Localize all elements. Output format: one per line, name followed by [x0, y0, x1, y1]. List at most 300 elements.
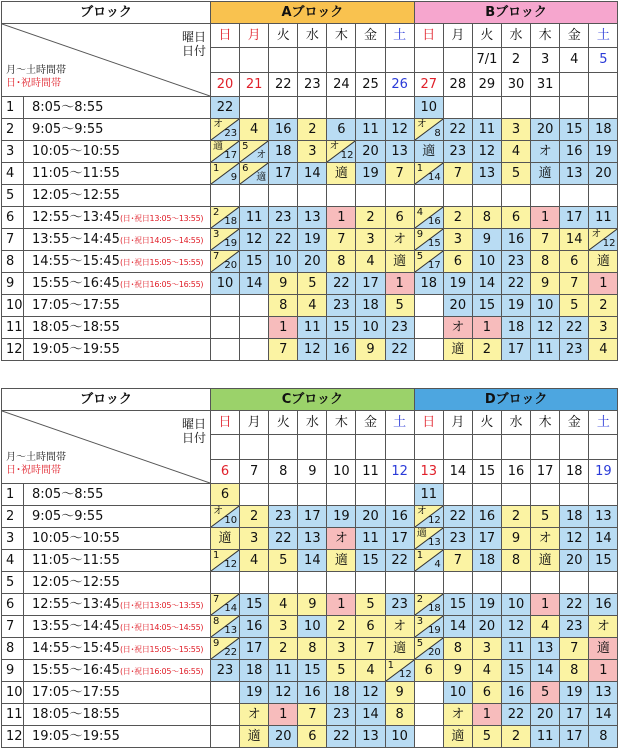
- schedule-cell: [211, 572, 240, 594]
- schedule-cell: 10: [385, 726, 414, 748]
- header-corner: [2, 411, 211, 484]
- schedule-cell: 5: [560, 295, 589, 317]
- split-upper: 1: [416, 163, 424, 174]
- date-top-cell: [356, 435, 385, 459]
- schedule-cell: [327, 185, 356, 207]
- split-upper: 適: [213, 141, 223, 152]
- schedule-cell: [327, 484, 356, 506]
- schedule-cell: [560, 97, 589, 119]
- schedule-cell: 19: [356, 163, 385, 185]
- date-cell: 28: [443, 72, 472, 96]
- schedule-cell: 1: [589, 273, 618, 295]
- period-number: 2: [2, 506, 24, 528]
- period-time-text: 11:05～11:55: [32, 553, 120, 568]
- period-row: [2, 251, 618, 273]
- period-time-text: 9:05～9:55: [32, 122, 104, 137]
- date-cell: [589, 72, 618, 96]
- split-lower: 20: [428, 647, 441, 658]
- schedule-cell: 5: [531, 506, 560, 528]
- period-number: 4: [2, 163, 24, 185]
- schedule-cell: 4: [531, 616, 560, 638]
- schedule-cell: 1: [472, 317, 501, 339]
- schedule-cell: 11: [531, 726, 560, 748]
- split-cell: [414, 163, 443, 185]
- date-top-cell: [443, 435, 472, 459]
- schedule-cell: [472, 185, 501, 207]
- period-number: 6: [2, 594, 24, 616]
- schedule-cell: [531, 97, 560, 119]
- period-number: 1: [2, 484, 24, 506]
- period-time: [24, 726, 211, 748]
- period-time-text: 15:55～16:45: [32, 276, 120, 291]
- schedule-cell: 23: [560, 339, 589, 361]
- schedule-cell: 8: [298, 638, 327, 660]
- schedule-cell: [414, 339, 443, 361]
- schedule-cell: 20: [531, 119, 560, 141]
- period-time-text: 14:55～15:45: [32, 254, 120, 269]
- period-row: [2, 506, 618, 528]
- schedule-cell: 1: [327, 594, 356, 616]
- period-time: [24, 704, 211, 726]
- schedule-cell: 9: [501, 528, 530, 550]
- split-cell: [211, 594, 240, 616]
- split-upper: 1: [387, 660, 394, 671]
- date-top-cell: [211, 435, 240, 459]
- schedule-cell: 14: [589, 528, 618, 550]
- date-cell: 19: [589, 459, 618, 483]
- split-upper: 9: [416, 229, 424, 240]
- period-row: [2, 638, 618, 660]
- period-row: [2, 550, 618, 572]
- schedule-cell: [443, 97, 472, 119]
- date-top-cell: 5: [589, 48, 618, 72]
- schedule-cell: [414, 572, 443, 594]
- schedule-cell: 7: [385, 163, 414, 185]
- schedule-cell: 10: [298, 616, 327, 638]
- weekday-hours-label: 月～土時間帯: [6, 452, 66, 463]
- schedule-cell: [269, 97, 298, 119]
- schedule-cell: 4: [269, 594, 298, 616]
- schedule-cell: [211, 295, 240, 317]
- schedule-cell: 15: [472, 295, 501, 317]
- schedule-cell: 4: [356, 251, 385, 273]
- split-lower: 9: [230, 172, 238, 183]
- period-time: [24, 528, 211, 550]
- schedule-cell: 適: [589, 251, 618, 273]
- weekday-cell: 日: [414, 24, 443, 48]
- schedule-cell: 8: [327, 251, 356, 273]
- schedule-cell: 16: [589, 594, 618, 616]
- schedule-cell: [356, 97, 385, 119]
- period-time-text: 19:05～19:55: [32, 729, 120, 744]
- split-lower: 12: [340, 150, 354, 161]
- block-header: Cブロック: [211, 389, 415, 411]
- period-time: [24, 295, 211, 317]
- schedule-cell: [472, 97, 501, 119]
- split-lower: 19: [224, 238, 238, 249]
- schedule-cell: 16: [298, 682, 327, 704]
- schedule-cell: 10: [211, 273, 240, 295]
- period-row: [2, 317, 618, 339]
- date-cell: 14: [443, 459, 472, 483]
- schedule-cell: 6: [385, 207, 414, 229]
- schedule-cell: 7: [298, 704, 327, 726]
- schedule-cell: 6: [443, 251, 472, 273]
- block-header: Dブロック: [414, 389, 618, 411]
- schedule-cell: 22: [443, 119, 472, 141]
- period-number: 8: [2, 251, 24, 273]
- date-top-cell: [211, 48, 240, 72]
- date-cell: 7: [240, 459, 269, 483]
- schedule-cell: 15: [560, 119, 589, 141]
- period-time: [24, 207, 211, 229]
- schedule-cell: 9: [298, 594, 327, 616]
- period-time-text: 17:05～17:55: [32, 298, 120, 313]
- schedule-cell: 22: [269, 229, 298, 251]
- schedule-cell: 3: [356, 229, 385, 251]
- schedule-cell: 13: [589, 506, 618, 528]
- split-cell: [414, 616, 443, 638]
- split-upper: 2: [416, 594, 424, 605]
- split-upper: オ: [416, 506, 427, 517]
- schedule-cell: [443, 572, 472, 594]
- schedule-cell: 5: [356, 594, 385, 616]
- schedule-cell: 3: [269, 616, 298, 638]
- split-lower: 14: [428, 172, 441, 183]
- date-cell: 22: [269, 72, 298, 96]
- schedule-cell: 7: [443, 163, 472, 185]
- date-top-cell: [240, 48, 269, 72]
- schedule-cell: 8: [589, 726, 618, 748]
- date-cell: 21: [240, 72, 269, 96]
- weekday-cell: 火: [472, 411, 501, 435]
- split-cell: [414, 594, 443, 616]
- schedule-cell: [472, 572, 501, 594]
- schedule-cell: 4: [240, 550, 269, 572]
- split-cell: [414, 229, 443, 251]
- schedule-cell: 1: [385, 273, 414, 295]
- schedule-cell: 13: [560, 163, 589, 185]
- weekday-cell: 金: [356, 411, 385, 435]
- period-time: [24, 484, 211, 506]
- schedule-cell: 1: [531, 207, 560, 229]
- split-cell: [211, 251, 240, 273]
- schedule-cell: 15: [501, 660, 530, 682]
- schedule-cell: 13: [356, 726, 385, 748]
- period-time-text: 12:05～12:55: [32, 188, 120, 203]
- split-lower: 10: [224, 515, 238, 526]
- period-time: [24, 229, 211, 251]
- schedule-cell: 20: [531, 704, 560, 726]
- period-number: 11: [2, 317, 24, 339]
- schedule-cell: 20: [269, 726, 298, 748]
- schedule-cell: 13: [385, 141, 414, 163]
- schedule-cell: 6: [356, 616, 385, 638]
- date-cell: 9: [298, 459, 327, 483]
- period-time: [24, 550, 211, 572]
- schedule-cell: 10: [472, 251, 501, 273]
- date-cell: 6: [211, 459, 240, 483]
- schedule-cell: 20: [356, 141, 385, 163]
- period-time-text: 12:55～13:45: [32, 597, 120, 612]
- schedule-cell: 12: [269, 682, 298, 704]
- weekday-cell: 土: [589, 411, 618, 435]
- schedule-cell: 10: [269, 251, 298, 273]
- schedule-cell: [240, 295, 269, 317]
- split-cell: [211, 207, 240, 229]
- split-upper: 3: [416, 616, 424, 627]
- split-upper: 1: [213, 163, 220, 174]
- weekday-cell: 金: [560, 24, 589, 48]
- schedule-cell: 20: [472, 616, 501, 638]
- schedule-cell: 16: [327, 339, 356, 361]
- schedule-cell: 14: [531, 660, 560, 682]
- weekday-cell: 木: [531, 24, 560, 48]
- date-cell: 18: [560, 459, 589, 483]
- schedule-cell: 6: [560, 251, 589, 273]
- schedule-cell: 7: [560, 638, 589, 660]
- weekday-cell: 木: [327, 24, 356, 48]
- schedule-cell: 2: [240, 506, 269, 528]
- schedule-cell: 1: [531, 594, 560, 616]
- schedule-cell: 12: [240, 229, 269, 251]
- period-holiday-time: (日･祝日13:05～13:55): [119, 214, 204, 223]
- period-holiday-time: (日･祝日16:05～16:55): [119, 280, 204, 289]
- date-top-cell: [298, 48, 327, 72]
- schedule-cell: [269, 484, 298, 506]
- period-time-text: 12:05～12:55: [32, 575, 120, 590]
- schedule-cell: [298, 97, 327, 119]
- weekday-cell: 日: [211, 24, 240, 48]
- split-upper: 1: [213, 550, 220, 561]
- schedule-cell: 13: [298, 207, 327, 229]
- period-row: [2, 594, 618, 616]
- schedule-cell: [269, 185, 298, 207]
- schedule-cell: 14: [443, 616, 472, 638]
- date-top-cell: [472, 435, 501, 459]
- schedule-cell: 17: [560, 704, 589, 726]
- schedule-cell: 適: [414, 141, 443, 163]
- date-cell: 12: [385, 459, 414, 483]
- schedule-cell: [356, 185, 385, 207]
- schedule-cell: 23: [560, 616, 589, 638]
- schedule-cell: 13: [589, 682, 618, 704]
- schedule-cell: 20: [560, 550, 589, 572]
- schedule-cell: 9: [385, 682, 414, 704]
- schedule-cell: 11: [356, 119, 385, 141]
- schedule-cell: 14: [472, 273, 501, 295]
- schedule-cell: [414, 726, 443, 748]
- split-cell: [240, 163, 269, 185]
- schedule-cell: 17: [298, 506, 327, 528]
- hizuke-label: 日付: [181, 431, 206, 445]
- schedule-cell: [211, 704, 240, 726]
- period-time-text: 10:05～10:55: [32, 531, 120, 546]
- date-top-cell: [414, 435, 443, 459]
- schedule-cell: 11: [414, 484, 443, 506]
- schedule-cell: [443, 484, 472, 506]
- schedule-cell: 2: [269, 638, 298, 660]
- weekday-cell: 日: [414, 411, 443, 435]
- split-lower: 15: [428, 238, 441, 249]
- date-top-cell: [531, 435, 560, 459]
- period-row: [2, 141, 618, 163]
- period-number: 8: [2, 638, 24, 660]
- schedule-cell: 11: [356, 528, 385, 550]
- schedule-cell: 8: [269, 295, 298, 317]
- period-time-text: 13:55～14:45: [32, 619, 120, 634]
- date-cell: 25: [356, 72, 385, 96]
- period-number: 9: [2, 273, 24, 295]
- split-upper: 9: [213, 638, 220, 649]
- weekday-cell: 金: [560, 411, 589, 435]
- period-time: [24, 660, 211, 682]
- schedule-cell: 2: [472, 339, 501, 361]
- schedule-cell: [531, 185, 560, 207]
- schedule-cell: 適: [211, 528, 240, 550]
- schedule-cell: 6: [211, 484, 240, 506]
- split-lower: 13: [428, 537, 441, 548]
- schedule-cell: 18: [327, 682, 356, 704]
- weekday-cell: 水: [501, 411, 530, 435]
- date-top-cell: [269, 48, 298, 72]
- schedule-cell: 8: [385, 704, 414, 726]
- schedule-cell: 適: [443, 726, 472, 748]
- split-upper: オ: [213, 506, 223, 517]
- period-time-text: 12:55～13:45: [32, 210, 120, 225]
- schedule-cell: 11: [472, 119, 501, 141]
- date-top-cell: [443, 48, 472, 72]
- schedule-cell: [501, 572, 530, 594]
- period-time-text: 15:55～16:45: [32, 663, 120, 678]
- schedule-cell: 7: [531, 229, 560, 251]
- period-time-text: 11:05～11:55: [32, 166, 120, 181]
- schedule-cell: [356, 572, 385, 594]
- schedule-cell: 8: [472, 207, 501, 229]
- schedule-cell: 15: [240, 251, 269, 273]
- split-cell: [211, 163, 240, 185]
- schedule-cell: 23: [211, 660, 240, 682]
- schedule-cell: 14: [356, 704, 385, 726]
- schedule-cell: 3: [589, 317, 618, 339]
- split-lower: 適: [256, 172, 267, 183]
- schedule-cell: 4: [240, 119, 269, 141]
- period-number: 12: [2, 339, 24, 361]
- schedule-cell: 19: [589, 141, 618, 163]
- split-cell: [414, 207, 443, 229]
- schedule-cell: 17: [385, 528, 414, 550]
- schedule-cell: 15: [356, 550, 385, 572]
- schedule-cell: オ: [385, 616, 414, 638]
- period-number: 9: [2, 660, 24, 682]
- split-cell: [414, 528, 443, 550]
- date-top-cell: [414, 48, 443, 72]
- split-upper: 適: [416, 528, 427, 539]
- schedule-cell: 22: [327, 273, 356, 295]
- date-top-cell: 2: [501, 48, 530, 72]
- period-time: [24, 339, 211, 361]
- split-lower: 12: [602, 238, 616, 249]
- schedule-cell: 3: [240, 528, 269, 550]
- schedule-cell: 3: [298, 141, 327, 163]
- period-time: [24, 163, 211, 185]
- block-header: Bブロック: [414, 2, 618, 24]
- date-top-cell: [385, 435, 414, 459]
- schedule-cell: [385, 572, 414, 594]
- schedule-cell: 14: [589, 704, 618, 726]
- split-lower: 12: [224, 559, 238, 570]
- period-row: [2, 273, 618, 295]
- split-lower: 13: [224, 625, 238, 636]
- schedule-cell: [560, 185, 589, 207]
- schedule-cell: 22: [269, 528, 298, 550]
- split-upper: 7: [213, 251, 220, 262]
- schedule-cell: [211, 317, 240, 339]
- period-row: [2, 660, 618, 682]
- period-time: [24, 506, 211, 528]
- schedule-cell: 9: [472, 229, 501, 251]
- split-cell: [211, 119, 240, 141]
- split-upper: 2: [213, 207, 220, 218]
- schedule-cell: [501, 484, 530, 506]
- schedule-cell: 11: [240, 207, 269, 229]
- schedule-cell: 16: [385, 506, 414, 528]
- schedule-cell: 23: [443, 141, 472, 163]
- schedule-cell: 適: [531, 163, 560, 185]
- schedule-cell: 適: [589, 638, 618, 660]
- period-number: 10: [2, 295, 24, 317]
- date-cell: 11: [356, 459, 385, 483]
- split-upper: 3: [213, 229, 220, 240]
- schedule-cell: [589, 572, 618, 594]
- schedule-cell: 16: [269, 119, 298, 141]
- schedule-cell: 19: [443, 273, 472, 295]
- period-time-text: 14:55～15:45: [32, 641, 120, 656]
- date-top-cell: 3: [531, 48, 560, 72]
- schedule-cell: 18: [501, 317, 530, 339]
- schedule-cell: 19: [501, 295, 530, 317]
- schedule-cell: 22: [443, 506, 472, 528]
- schedule-cell: オ: [327, 528, 356, 550]
- schedule-cell: [385, 97, 414, 119]
- schedule-cell: 3: [327, 638, 356, 660]
- schedule-cell: 20: [298, 251, 327, 273]
- schedule-cell: 3: [472, 638, 501, 660]
- split-lower: 12: [428, 515, 441, 526]
- schedule-cell: [327, 97, 356, 119]
- schedule-cell: [385, 484, 414, 506]
- date-top-cell: 4: [560, 48, 589, 72]
- schedule-cell: [560, 572, 589, 594]
- period-time: [24, 594, 211, 616]
- weekday-cell: 土: [589, 24, 618, 48]
- split-cell: [414, 550, 443, 572]
- split-lower: 18: [428, 603, 441, 614]
- period-row: [2, 229, 618, 251]
- schedule-cell: 11: [531, 339, 560, 361]
- schedule-cell: 8: [501, 550, 530, 572]
- weekday-cell: 月: [443, 24, 472, 48]
- split-cell: [414, 506, 443, 528]
- schedule-cell: 4: [589, 339, 618, 361]
- split-upper: 7: [213, 594, 220, 605]
- period-time: [24, 638, 211, 660]
- schedule-cell: 3: [443, 229, 472, 251]
- schedule-cell: 19: [472, 594, 501, 616]
- schedule-cell: 2: [501, 726, 530, 748]
- schedule-cell: 13: [298, 528, 327, 550]
- schedule-cell: 1: [269, 704, 298, 726]
